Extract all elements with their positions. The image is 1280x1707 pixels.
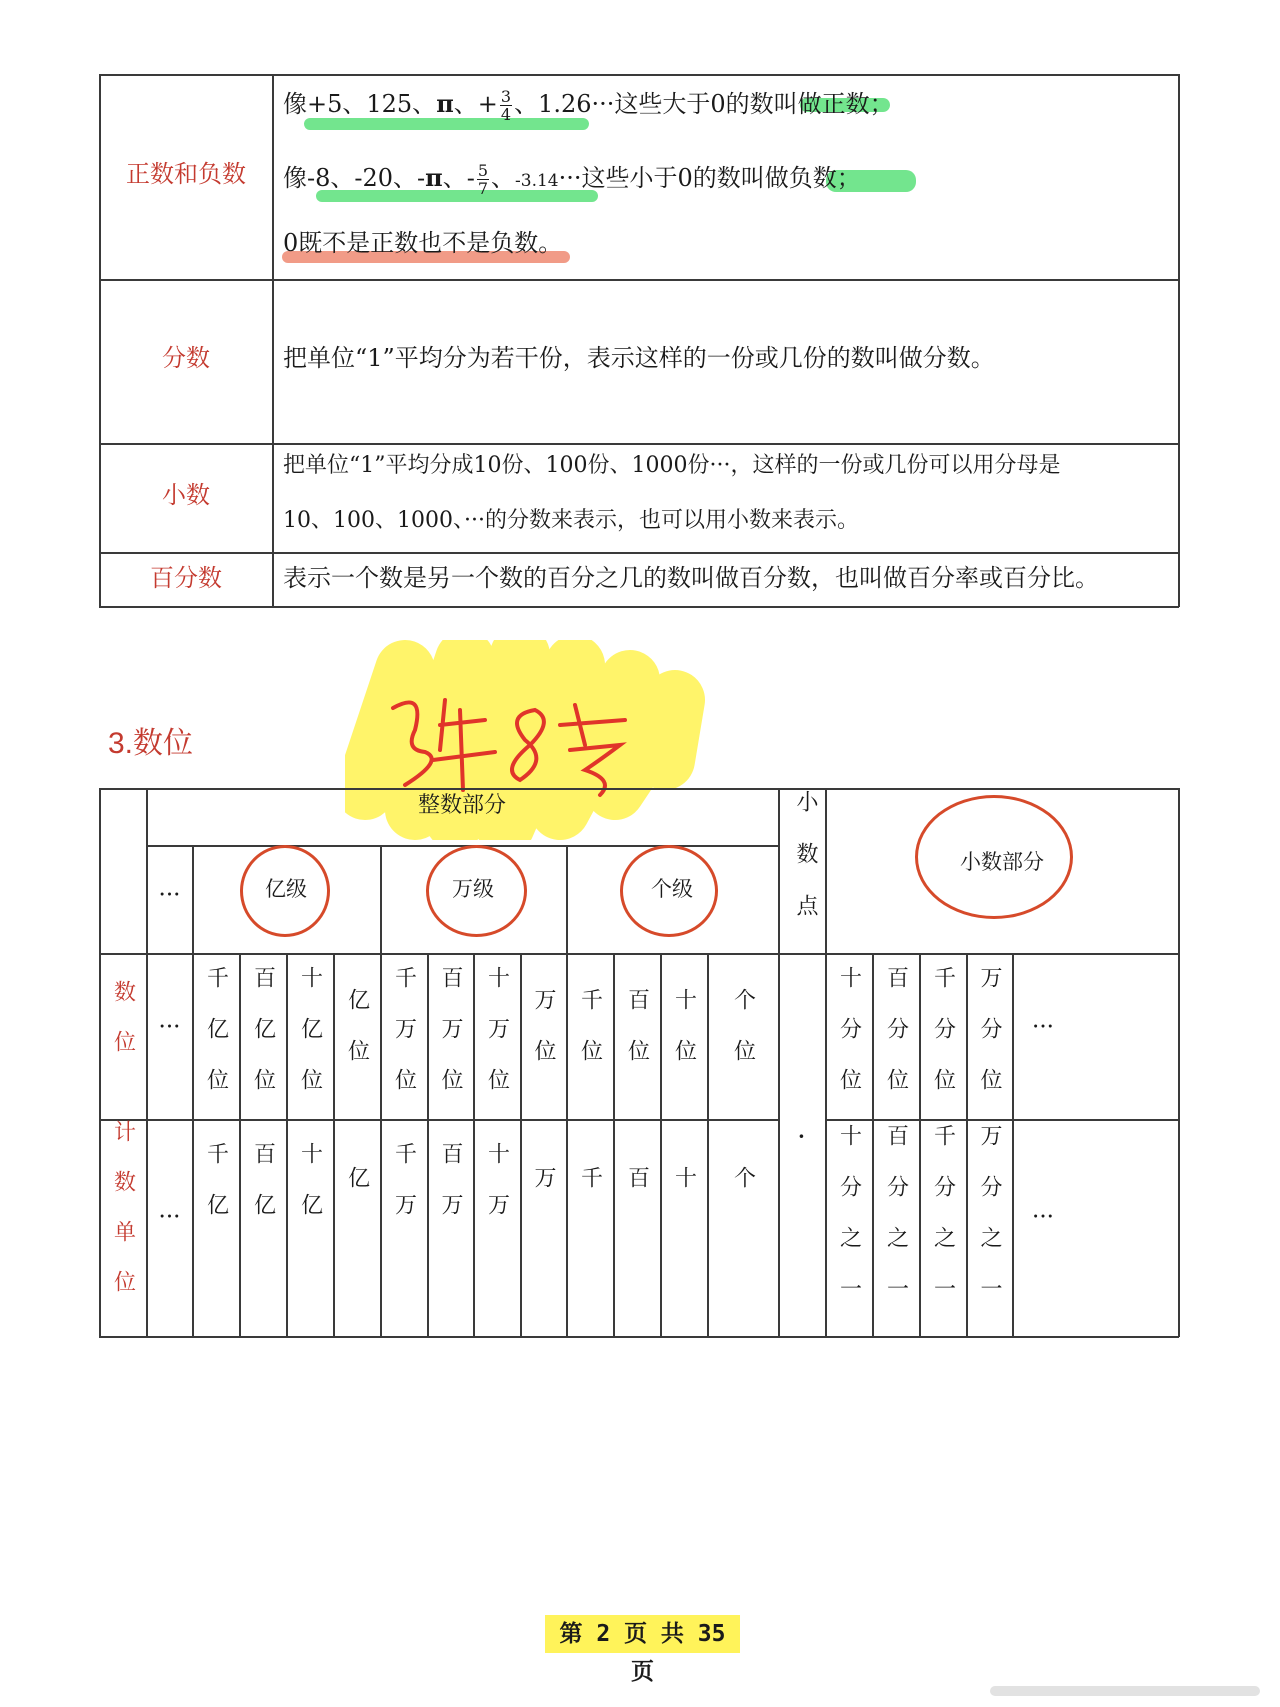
place-name-2: 百亿位 [250,966,276,1119]
counting-unit-9: 千 [577,1166,603,1217]
counting-unit-10: 百 [624,1166,650,1217]
place-name-4: 亿位 [344,988,370,1090]
row-label-place: 数位 [110,980,136,1080]
group-yi: 亿级 [265,877,307,901]
unit-ellipsis: ··· [158,1204,181,1230]
counting-unit-4: 亿 [344,1166,370,1217]
decimal-unit-2: 百分之一 [883,1124,909,1328]
zero-definition: 0既不是正数也不是负数。 [283,229,563,257]
place-name-6: 百万位 [438,966,463,1119]
negative-number-definition: 像-8、-20、-π、- $\frac{5}{7}$ 、-3.14···这些小于0的数叫做负数； [283,161,861,198]
ellipsis-header: ··· [158,882,181,908]
label-decimal: 小数 [162,481,210,509]
counting-unit-12: 个 [730,1166,756,1217]
label-fraction: 分数 [162,344,210,372]
counting-unit-5: 千万 [391,1142,417,1244]
group-wan: 万级 [452,877,494,901]
decimal-place-4: 万分位 [977,966,1002,1119]
fraction-five-sevenths: $\frac{5}{7}$ [477,161,489,198]
place-name-5: 千万位 [391,966,417,1119]
section-title: 3.数位 [108,727,194,760]
place-name-8: 万位 [531,988,556,1090]
decimal-definition-line2: 10、100、1000、···的分数来表示，也可以用小数来表示。 [283,508,859,533]
counting-unit-11: 十 [671,1166,697,1217]
place-name-1: 千亿位 [203,966,229,1119]
fraction-three-quarters: $\frac{3}{4}$ [500,87,512,124]
place-name-7: 十万位 [484,966,510,1119]
decimal-place-2: 百分位 [883,966,909,1119]
percentage-definition: 表示一个数是另一个数的百分之几的数叫做百分数，也叫做百分率或百分比。 [283,564,1099,592]
place-name-3: 十亿位 [297,966,323,1119]
decimal-dot: · [797,1120,806,1153]
positive-number-definition: 像+5、125、π、+ $\frac{3}{4}$ 、1.26···这些大于0的数叫做正数； [283,87,894,124]
counting-unit-2: 百亿 [250,1142,276,1244]
bottom-scroll-bar[interactable] [990,1686,1260,1696]
counting-unit-8: 万 [531,1166,556,1217]
place-name-10: 百位 [624,988,650,1090]
fraction-definition: 把单位“1”平均分为若干份，表示这样的一份或几份的数叫做分数。 [283,344,995,372]
decimal-point-header: 小数点 [793,790,818,946]
page-number: 第 2 页 共 35 页 [545,1615,740,1653]
label-percentage: 百分数 [150,564,222,592]
decimal-definition-line1: 把单位“1”平均分成10份、100份、1000份···，这样的一份或几份可以用分母是 [283,453,1061,478]
label-positive-negative: 正数和负数 [126,160,246,188]
decimal-place-ellipsis: ··· [1032,1014,1054,1040]
row-label-counting-unit: 计数单位 [110,1120,136,1320]
group-ge: 个级 [651,877,693,901]
place-ellipsis: ··· [158,1014,181,1040]
counting-unit-7: 十万 [484,1142,510,1244]
decimal-place-3: 千分位 [930,966,956,1119]
handwriting-strokes [385,690,635,800]
handwritten-note [385,690,635,800]
decimal-unit-4: 万分之一 [977,1124,1002,1328]
counting-unit-6: 百万 [438,1142,463,1244]
integer-part-header: 整数部分 [417,793,506,818]
decimal-unit-ellipsis: ··· [1032,1204,1054,1230]
decimal-part-header: 小数部分 [960,850,1044,874]
decimal-unit-1: 十分之一 [836,1124,862,1328]
decimal-unit-3: 千分之一 [930,1124,956,1328]
counting-unit-3: 十亿 [297,1142,323,1244]
counting-unit-1: 千亿 [203,1142,229,1244]
place-name-9: 千位 [577,988,603,1090]
place-name-12: 个位 [730,988,756,1090]
decimal-place-1: 十分位 [836,966,862,1119]
place-name-11: 十位 [671,988,697,1090]
